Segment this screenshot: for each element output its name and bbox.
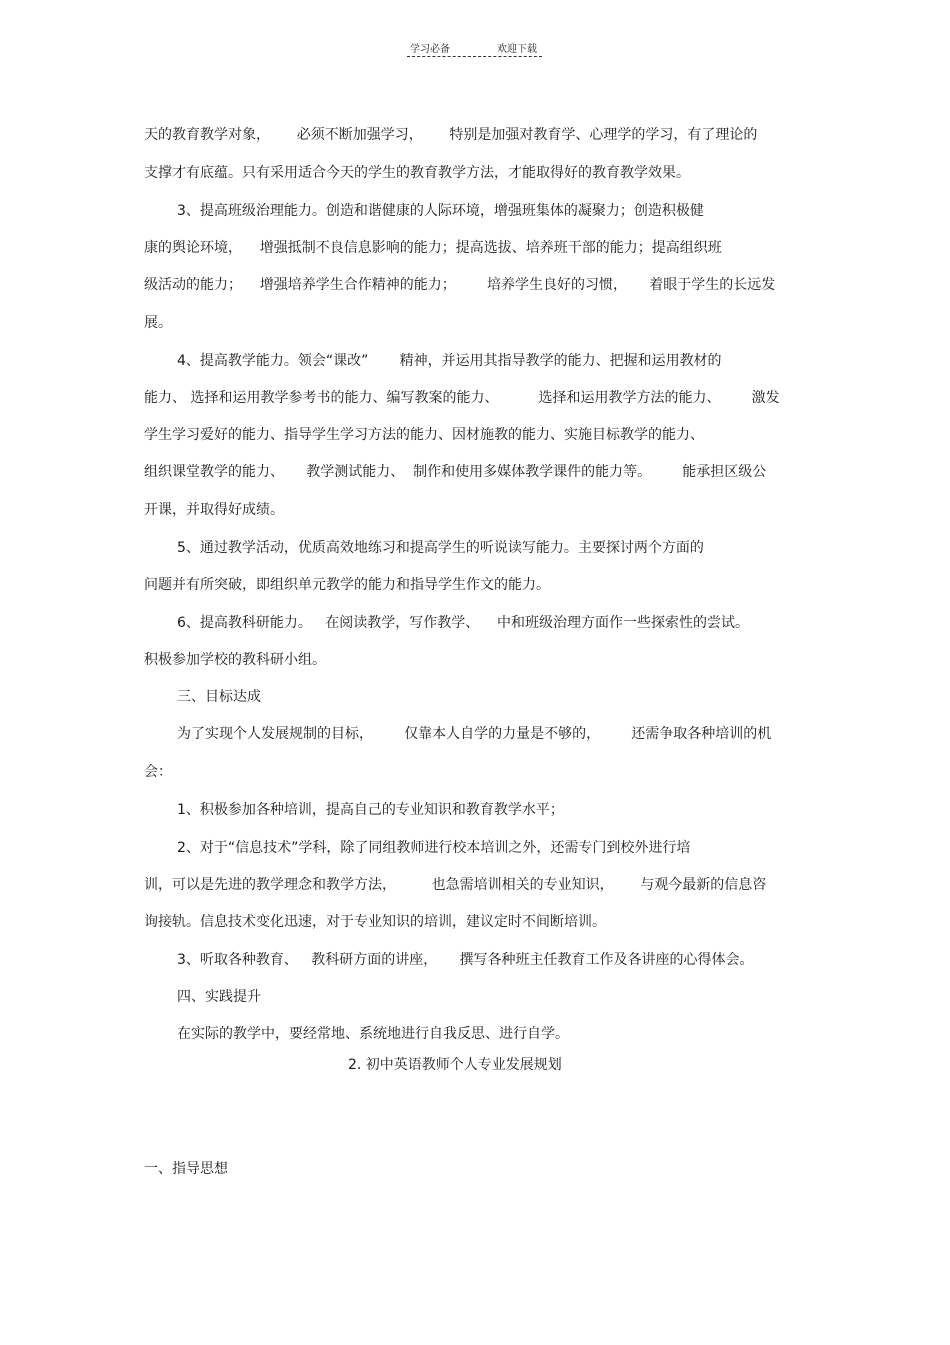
section-heading: 三、目标达成: [177, 689, 261, 705]
text-line: 3、提高班级治理能力。创造和谐健康的人际环境，增强班集体的凝聚力；创造积极健: [177, 203, 704, 219]
text-line: 积极参加学校的教科研小组。: [144, 652, 326, 668]
header-right-text: 欢迎下载: [497, 44, 537, 55]
page-header: [407, 38, 542, 57]
text-line: 4、提高教学能力。领会“课改” 精神，并运用其指导教学的能力、把握和运用教材的: [177, 353, 722, 369]
text-line: 训，可以是先进的教学理念和教学方法， 也急需培训相关的专业知识， 与观今最新的信息咨: [144, 877, 767, 893]
text-line: 支撑才有底蕴。只有采用适合今天的学生的教育教学方法，才能取得好的教育教学效果。: [144, 165, 690, 181]
text-line: 为了实现个人发展规制的目标， 仅靠本人自学的力量是不够的， 还需争取各种培训的机: [177, 726, 772, 742]
text-line: 3、听取各种教育、 教科研方面的讲座， 撰写各种班主任教育工作及各讲座的心得体会。: [177, 952, 754, 968]
document-title: 2. 初中英语教师个人专业发展规划: [348, 1057, 562, 1073]
text-line: 康的舆论环境， 增强抵制不良信息影响的能力；提高选拔、培养班干部的能力；提高组织班: [144, 240, 722, 256]
text-line: 展。: [144, 315, 172, 331]
text-line: 2、对于“信息技术”学科，除了同组教师进行校本培训之外，还需专门到校外进行培: [177, 840, 691, 856]
text-line: 1、积极参加各种培训，提高自己的专业知识和教育教学水平；: [177, 802, 564, 818]
text-line: 天的教育教学对象， 必须不断加强学习， 特别是加强对教育学、心理学的学习，有了理论的: [144, 127, 758, 143]
text-line: 5、通过教学活动，优质高效地练习和提高学生的听说读写能力。主要探讨两个方面的: [177, 540, 704, 556]
section-heading: 四、实践提升: [177, 989, 261, 1005]
text-line: 在实际的教学中，要经常地、系统地进行自我反思、进行自学。: [177, 1026, 569, 1042]
text-line: 会：: [144, 764, 172, 780]
text-line: 能力、 选择和运用教学参考书的能力、编写教案的能力、 选择和运用教学方法的能力、 激发: [144, 390, 780, 406]
header-left-text: 学习必备: [410, 44, 450, 55]
text-line: 学生学习爱好的能力、指导学生学习方法的能力、因材施教的能力、实施目标教学的能力、: [144, 427, 704, 443]
text-line: 开课，并取得好成绩。: [144, 502, 284, 518]
text-line: 级活动的能力； 增强培养学生合作精神的能力； 培养学生良好的习惯， 着眼于学生的长远发: [144, 277, 776, 293]
text-line: 6、提高教科研能力。 在阅读教学，写作教学、 中和班级治理方面作一些探索性的尝试。: [177, 615, 750, 631]
text-line: 询接轨。信息技术变化迅速，对于专业知识的培训，建议定时不间断培训。: [144, 914, 606, 930]
text-line: 组织课堂教学的能力、 教学测试能力、 制作和使用多媒体教学课件的能力等。 能承担区级公: [144, 464, 767, 480]
section-heading: 一、指导思想: [144, 1161, 228, 1177]
text-line: 问题并有所突破，即组织单元教学的能力和指导学生作文的能力。: [144, 577, 550, 593]
